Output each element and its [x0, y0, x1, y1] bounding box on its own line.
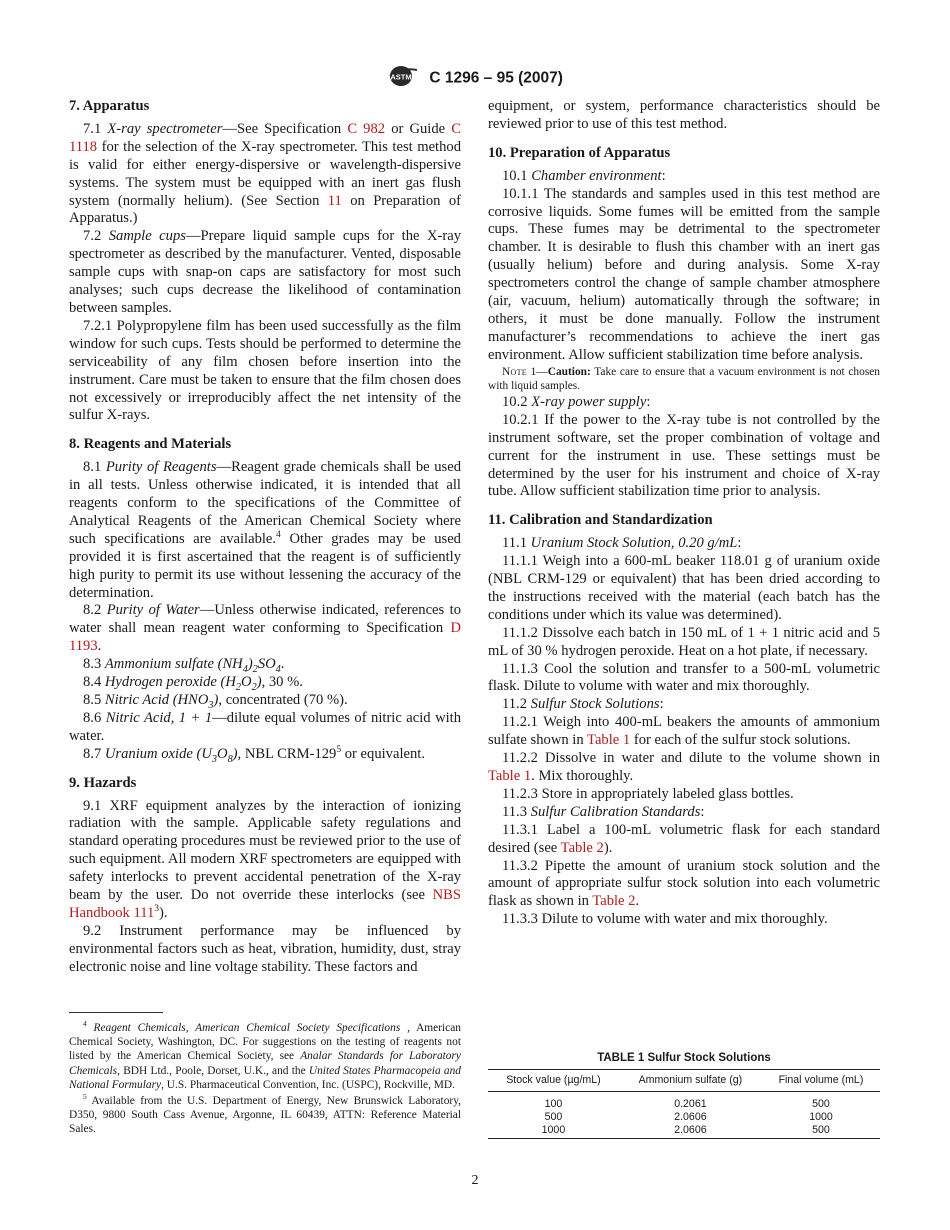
- ref-table-1-link[interactable]: Table 1: [488, 768, 532, 784]
- section-7-heading: 7. Apparatus: [69, 98, 150, 114]
- paragraph-8-2: 8.2 Purity of Water—Unless otherwise indicated, references to water shall mean reagent water conforming to Specification D 1193.: [69, 602, 461, 655]
- ref-nbs-handbook-link[interactable]: NBS Handbook 111: [69, 887, 461, 921]
- section-10-heading: 10. Preparation of Apparatus: [488, 144, 671, 161]
- table-header-cell: Final volume (mL): [762, 1070, 880, 1092]
- paragraph-11-2-1: 11.2.1 Weigh into 400-mL beakers the amounts of ammonium sulfate shown in Table 1 for each of the sulfur stock solutions.: [488, 714, 880, 749]
- ref-d1193-link[interactable]: D 1193: [69, 620, 461, 655]
- footnotes: [69, 1012, 461, 1139]
- section-8-heading: 8. Reagents and Materials: [69, 436, 232, 453]
- paragraph-11-2: 11.2 Sulfur Stock Solutions:: [502, 696, 664, 713]
- table-row: [488, 1111, 880, 1124]
- table-cell: 2.0606: [674, 1111, 707, 1123]
- paragraph-11-1-2: 11.1.2 Dissolve each batch in 150 mL of 1 + 1 nitric acid and 5 mL of 30 % hydrogen peroxide. Heat on a hot plate, if necessary.: [488, 624, 880, 659]
- paragraph-8-7: 8.7 Uranium oxide $(U_3O_8)$, NBL CRM-$129^5$ or equivalent.: [83, 744, 425, 765]
- paragraph-11-1: 11.1 Uranium Stock Solution, 0.20 g/mL:: [502, 535, 742, 552]
- footnote-ref-5: 5: [336, 744, 342, 755]
- paragraph-11-3-3: 11.3.3 Dilute to volume with water and mix thoroughly.: [502, 911, 828, 928]
- footnote-divider: [69, 1012, 163, 1013]
- paragraph-10-2: 10.2 X-ray power supply:: [502, 393, 651, 410]
- paragraph-8-5: 8.5 Nitric Acid $(HNO_3)$, concentrated (70 %).: [83, 692, 348, 711]
- paragraph-7-2-1: 7.2.1 Polypropylene film has been used successfully as the film window for such cups. Tests should be performed to determine the serviceability of any film chosen before insertion into the instrument. Care must be taken to ensure that the film chosen does not excessively or irreproducibly affect the net intensity of the sulfur X-rays.: [69, 317, 461, 424]
- paragraph-8-4: 8.4 Hydrogen peroxide $(H_2O_2)$, 30 %.: [83, 674, 303, 693]
- right-column: [488, 98, 880, 929]
- document-id: C 1296 – 95 (2007): [429, 69, 563, 87]
- paragraph-11-3-2: 11.3.2 Pipette the amount of uranium stock solution and the amount of appropriate sulfur stock solution into each volumetric flask as shown in Table 2.: [488, 857, 880, 910]
- footnote-ref-4: 4: [276, 529, 281, 540]
- paragraph-11-1-1: 11.1.1 Weigh into a 600-mL beaker 118.01 g of uranium oxide (NBL CRM-129 or equivalent) that has been dried according to the instructions received with the material (each batch has the conditions under which its value was determined).: [488, 553, 880, 623]
- table-cell: 0.2061: [674, 1098, 707, 1110]
- section-11-heading: 11. Calibration and Standardization: [488, 512, 713, 529]
- left-column: [69, 98, 461, 977]
- page-number: 2: [471, 1173, 479, 1188]
- paragraph-7-1: 7.1 X-ray spectrometer—See Specification C 982 or Guide C 1118 for the selection of the X-ray spectrometer. This test method is valid for either energy-dispersive or wavelength-dispersive systems. The system must be equipped with an inert gas flush system (normally helium). (See Section 11 on Preparation of Apparatus.): [69, 120, 462, 227]
- table-cell: 500: [762, 1124, 880, 1139]
- table-cell: 1000: [809, 1111, 833, 1123]
- paragraph-8-6: 8.6 Nitric Acid, 1 + 1—dilute equal volumes of nitric acid with water.: [69, 709, 462, 744]
- svg-text:ASTM: ASTM: [390, 72, 412, 82]
- table-cell: 1000: [488, 1124, 619, 1139]
- ref-section-11-link[interactable]: 11: [327, 192, 342, 209]
- footnote-5: $^5$ Available from the U.S. Department of Energy, New Brunswick Laboratory, D350, 9800 South Cass Avenue, Argonne, IL 60439, ATTN: Reference Material Sales.: [69, 1092, 461, 1136]
- table-header-cell: Ammonium sulfate (g): [619, 1070, 762, 1092]
- table-1-grid: [488, 1069, 880, 1139]
- table-1-title: TABLE 1 Sulfur Stock Solutions: [597, 1052, 771, 1064]
- ref-table-2-link[interactable]: Table 2: [560, 839, 604, 856]
- table-1: [488, 1052, 880, 1139]
- paragraph-11-3: 11.3 Sulfur Calibration Standards:: [502, 803, 705, 820]
- astm-logo-icon: [387, 64, 419, 93]
- paragraph-9-2: 9.2 Instrument performance may be influenced by environmental factors such as heat, vibration, humidity, dust, stray electronic noise and line voltage stability. These factors and: [69, 922, 461, 975]
- ref-c982-link[interactable]: C 982: [347, 120, 386, 137]
- table-header-cell: Stock value (µg/mL): [488, 1070, 619, 1092]
- table-cell: 500: [812, 1098, 830, 1110]
- paragraph-10-1-1: 10.1.1 The standards and samples used in this test method are corrosive liquids. Some fumes will be emitted from the sample cups. These fumes may be detrimental to the spectrometer chamber. It is desirable to flush this chamber with an inert gas (usually helium) before and during analysis. Some X-ray spectrometers control the change of sample chamber atmosphere (air, vacuum, helium) automatically through the software; in others, it must be done manually. Follow the instrument manufacturer’s recommendations to achieve the inert gas environment. Allow sufficient stabilization time before analysis.: [488, 185, 880, 363]
- paragraph-11-2-2: 11.2.2 Dissolve in water and dilute to the volume shown in Table 1. Mix thoroughly.: [488, 750, 880, 784]
- paragraph-10-1: 10.1 Chamber environment:: [502, 167, 666, 184]
- table-cell: 100: [544, 1098, 563, 1110]
- paragraph-11-1-3: 11.1.3 Cool the solution and transfer to a 500-mL volumetric flask. Dilute to volume with water and mix thoroughly.: [488, 660, 880, 695]
- paragraph-8-3: 8.3 Ammonium sulfate $(NH_4)_2SO_4$.: [83, 656, 285, 676]
- paragraph-9-1: 9.1 XRF equipment analyzes by the interaction of ionizing radiation with the sample. Applicable safety regulations and standard operating procedures must be reviewed prior to the use of such equipment. All modern XRF spectrometers are equipped with safety interlocks to prevent accidental penetration of the X-ray beam by the user. Do not override these interlocks (see NBS Handbook $111^3$).: [69, 797, 461, 921]
- table-row: [488, 1092, 880, 1112]
- table-row: [488, 1124, 880, 1139]
- section-9-heading: 9. Hazards: [69, 774, 137, 791]
- paragraph-8-1: 8.1 Purity of Reagents—Reagent grade chemicals shall be used in all tests. Unless otherwise indicated, it is intended that all reagents conform to the specifications of the Committee of Analytical Reagents of the American Chemical Society where such specifications are available.$^4$ Other grades may be used provided it is first ascertained that the reagent is of sufficiently high purity to permit its use without lessening the accuracy of the determination.: [69, 459, 461, 601]
- ref-table-2-link[interactable]: Table 2: [592, 893, 636, 910]
- paragraph-10-2-1: 10.2.1 If the power to the X-ray tube is not controlled by the instrument software, set the proper combination of voltage and current for the instrument in use. These settings must be determined by the user for his instrument and choice of X-ray tube. Allow sufficient stabilization time prior to analysis.: [488, 411, 880, 500]
- paragraph-11-2-3: 11.2.3 Store in appropriately labeled glass bottles.: [502, 785, 794, 802]
- ref-c1118-link[interactable]: C 1118: [69, 120, 461, 155]
- footnote-4: $^4$ Reagent Chemicals, American Chemical Society Specifications , American Chemical Society, Washington, DC. For suggestions on the testing of reagents not listed by the American Chemical Society, see Analar Standards for Laboratory Chemicals, BDH Ltd., Poole, Dorset, U.K., and the United States Pharmacopeia and National Formulary, U.S. Pharmaceutical Convention, Inc. (USPC), Rockville, MD.: [69, 1019, 462, 1091]
- page-header: [0, 64, 950, 93]
- paragraph-7-2: 7.2 Sample cups—Prepare liquid sample cups for the X-ray spectrometer as described by the manufacturer. Vented, disposable sample cups with snap-on caps are satisfactory for most such analyses; such cups decrease the likelihood of contamination between samples.: [69, 228, 461, 316]
- table-cell: 2.0606: [619, 1124, 762, 1139]
- paragraph-9-2-continued: equipment, or system, performance characteristics should be reviewed prior to use of this test method.: [488, 98, 880, 132]
- note-1: Note 1—Caution: Take care to ensure that a vacuum environment is not chosen with liquid samples.: [488, 365, 881, 393]
- table-cell: 500: [544, 1111, 563, 1123]
- ref-table-1-link[interactable]: Table 1: [587, 732, 631, 749]
- paragraph-11-3-1: 11.3.1 Label a 100-mL volumetric flask for each standard desired (see Table 2).: [488, 821, 880, 856]
